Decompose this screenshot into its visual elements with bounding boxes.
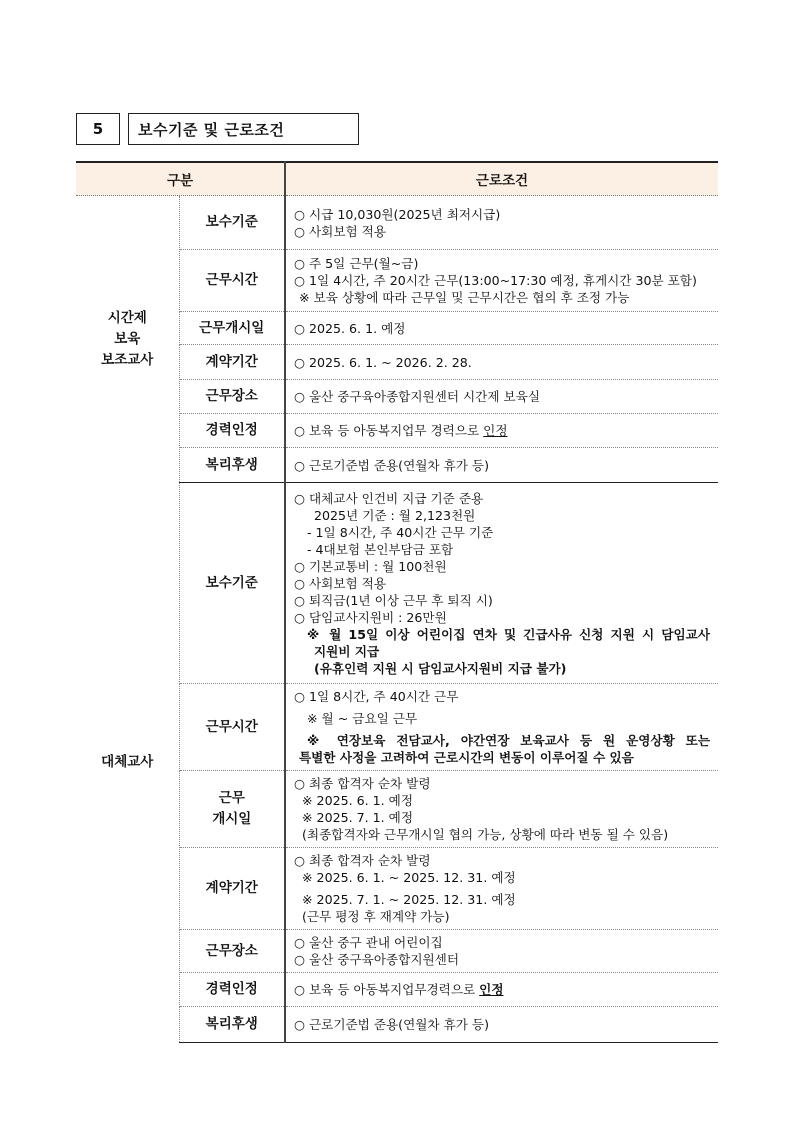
condition-line <box>294 775 710 792</box>
condition-cell <box>285 684 718 771</box>
condition-text: ※ 2025. 7. 1. ~ 2025. 12. 31. 예정 <box>302 892 516 907</box>
item-label: 보수기준 <box>205 214 258 230</box>
condition-line <box>294 981 710 998</box>
condition-text: ○ 사회보험 적용 <box>294 223 386 239</box>
condition-line <box>294 558 710 575</box>
item-label-cell <box>179 1007 285 1043</box>
item-label-cell <box>179 312 285 345</box>
condition-cell <box>285 930 718 973</box>
condition-text: ※ 2025. 6. 1. ~ 2025. 12. 31. 예정 <box>302 870 516 885</box>
condition-cell <box>285 414 718 448</box>
item-label: 근무개시일 <box>199 319 265 336</box>
item-label-cell <box>179 345 285 380</box>
condition-cell <box>285 848 718 930</box>
item-label-cell <box>179 250 285 312</box>
condition-line <box>294 575 710 592</box>
condition-cell <box>285 448 718 483</box>
condition-text: ※ 월 ~ 금요일 근무 <box>307 711 418 726</box>
condition-text: (유휴인력 지원 시 담임교사지원비 지급 불가) <box>314 660 567 676</box>
condition-line <box>294 809 710 826</box>
item-label-cell <box>179 380 285 414</box>
condition-text: ※ 월 15일 이상 어린이집 연차 및 긴급사유 신청 지원 시 담임교사 <box>307 626 710 642</box>
item-label: 근무 <box>218 790 245 806</box>
category-label: 보육 <box>114 330 141 347</box>
condition-text: ○ 기본교통비 : 월 100천원 <box>294 558 447 574</box>
condition-text: (최종합격자와 근무개시일 협의 가능, 상황에 따라 변동 될 수 있음) <box>302 827 669 842</box>
condition-cell <box>285 345 718 380</box>
item-label-cell <box>179 930 285 973</box>
condition-cell <box>285 196 718 250</box>
table-body <box>76 196 718 1043</box>
item-label: 보수기준 <box>205 574 258 591</box>
item-label: 경력인정 <box>205 981 258 997</box>
header-category: 구분 <box>76 162 285 196</box>
condition-text: - 1일 8시간, 주 40시간 근무 기준 <box>307 524 494 540</box>
item-label: 복리후생 <box>205 1016 258 1032</box>
condition-line <box>294 908 710 925</box>
condition-text: 특별한 사정을 고려하여 근로시간의 변동이 이루어질 수 있음 <box>299 750 634 765</box>
condition-line <box>294 422 710 439</box>
condition-line <box>294 852 710 869</box>
condition-text: ○ 2025. 6. 1. 예정 <box>294 320 406 336</box>
condition-text: ○ 2025. 6. 1. ~ 2026. 2. 28. <box>294 354 472 370</box>
condition-line <box>294 524 710 541</box>
condition-line <box>294 891 710 908</box>
item-label-cell <box>179 483 285 684</box>
header-conditions: 근로조건 <box>285 162 718 196</box>
condition-text: ※ 연장보육 전담교사, 야간연장 보육교사 등 원 운영상황 또는 <box>307 733 710 748</box>
section-title: 보수기준 및 근로조건 <box>128 113 359 145</box>
item-label: 경력인정 <box>205 422 258 438</box>
condition-cell <box>285 771 718 848</box>
table-row <box>76 483 718 684</box>
section-number: 5 <box>76 113 120 145</box>
condition-cell <box>285 973 718 1007</box>
condition-line <box>294 541 710 558</box>
underlined-text: 인정 <box>483 423 508 438</box>
item-label-cell <box>179 771 285 848</box>
condition-text: ○ 1일 4시간, 주 20시간 근무(13:00~17:30 예정, 휴게시간 30분 포함) <box>294 273 697 288</box>
item-label: 근무시간 <box>205 272 258 288</box>
condition-line <box>294 660 710 677</box>
condition-text: ○ 주 5일 근무(월~금) <box>294 256 419 271</box>
condition-line <box>294 749 710 766</box>
item-label-cell <box>179 684 285 771</box>
item-label: 계약기간 <box>205 353 258 370</box>
condition-line <box>294 951 710 968</box>
condition-line <box>294 206 710 223</box>
condition-line <box>294 626 710 643</box>
condition-text: ○ 최종 합격자 순차 발령 <box>294 853 431 868</box>
condition-line <box>294 592 710 609</box>
condition-line <box>294 1016 710 1033</box>
condition-line <box>294 354 710 371</box>
condition-text: ○ 울산 중구육아종합지원센터 시간제 보육실 <box>294 389 540 404</box>
category-label: 대체교사 <box>101 754 154 770</box>
item-label-cell <box>179 414 285 448</box>
condition-line <box>294 388 710 405</box>
condition-text: 지원비 지급 <box>314 643 380 659</box>
condition-line <box>294 869 710 886</box>
condition-text: ○ 울산 중구육아종합지원센터 <box>294 952 459 967</box>
item-label-cell <box>179 196 285 250</box>
condition-text: - 4대보험 본인부담금 포함 <box>307 541 454 557</box>
item-label-cell <box>179 448 285 483</box>
condition-text: ○ 근로기준법 준용(연월차 휴가 등) <box>294 457 489 473</box>
condition-cell <box>285 312 718 345</box>
item-label-cell <box>179 973 285 1007</box>
condition-line <box>294 688 710 705</box>
condition-line <box>294 223 710 240</box>
condition-line <box>294 710 710 727</box>
item-label: 근무장소 <box>205 388 258 404</box>
condition-text: (근무 평정 후 재계약 가능) <box>302 909 450 924</box>
item-label: 개시일 <box>212 811 252 827</box>
condition-line <box>294 792 710 809</box>
category-cell <box>76 483 179 1043</box>
condition-cell <box>285 483 718 684</box>
condition-line <box>294 643 710 660</box>
item-label-cell <box>179 848 285 930</box>
condition-text: ※ 2025. 6. 1. 예정 <box>302 793 413 808</box>
category-label: 시간제 <box>107 309 147 326</box>
condition-cell <box>285 380 718 414</box>
condition-text: ※ 보육 상황에 따라 근무일 및 근무시간은 협의 후 조정 가능 <box>299 290 630 305</box>
category-cell <box>76 196 179 483</box>
condition-text: ○ 대체교사 인건비 지급 기준 준용 <box>294 490 484 506</box>
condition-text: ○ 보육 등 아동복지업무 경력으로 <box>294 423 484 438</box>
condition-text: ○ 담임교사지원비 : 26만원 <box>294 609 447 625</box>
condition-line <box>294 934 710 951</box>
condition-line <box>294 826 710 843</box>
condition-line <box>294 320 710 337</box>
condition-line <box>294 457 710 474</box>
underlined-text: 인정 <box>479 982 504 997</box>
condition-text: ○ 1일 8시간, 주 40시간 근무 <box>294 689 459 704</box>
condition-line <box>294 732 710 749</box>
condition-line <box>294 289 710 306</box>
condition-text: ※ 2025. 7. 1. 예정 <box>302 810 413 825</box>
condition-text: ○ 최종 합격자 순차 발령 <box>294 776 431 791</box>
item-label: 근무시간 <box>205 718 258 735</box>
condition-text: ○ 퇴직금(1년 이상 근무 후 퇴직 시) <box>294 592 493 608</box>
condition-cell <box>285 250 718 312</box>
item-label: 근무장소 <box>205 942 258 959</box>
condition-text: ○ 사회보험 적용 <box>294 575 386 591</box>
condition-text: ○ 근로기준법 준용(연월차 휴가 등) <box>294 1017 489 1032</box>
item-label: 복리후생 <box>205 456 258 473</box>
item-label: 계약기간 <box>205 880 258 896</box>
table-row <box>76 196 718 250</box>
condition-text: ○ 보육 등 아동복지업무경력으로 <box>294 982 480 997</box>
table-header-row <box>76 162 718 196</box>
condition-line <box>294 507 710 524</box>
condition-line <box>294 272 710 289</box>
condition-text: ○ 시급 10,030원(2025년 최저시급) <box>294 206 501 222</box>
conditions-table <box>76 161 718 1043</box>
condition-line <box>294 609 710 626</box>
condition-cell <box>285 1007 718 1043</box>
condition-text: 2025년 기준 : 월 2,123천원 <box>314 507 476 523</box>
condition-text: ○ 울산 중구 관내 어린이집 <box>294 935 443 950</box>
condition-line <box>294 255 710 272</box>
condition-line <box>294 490 710 507</box>
category-label: 보조교사 <box>101 351 154 368</box>
